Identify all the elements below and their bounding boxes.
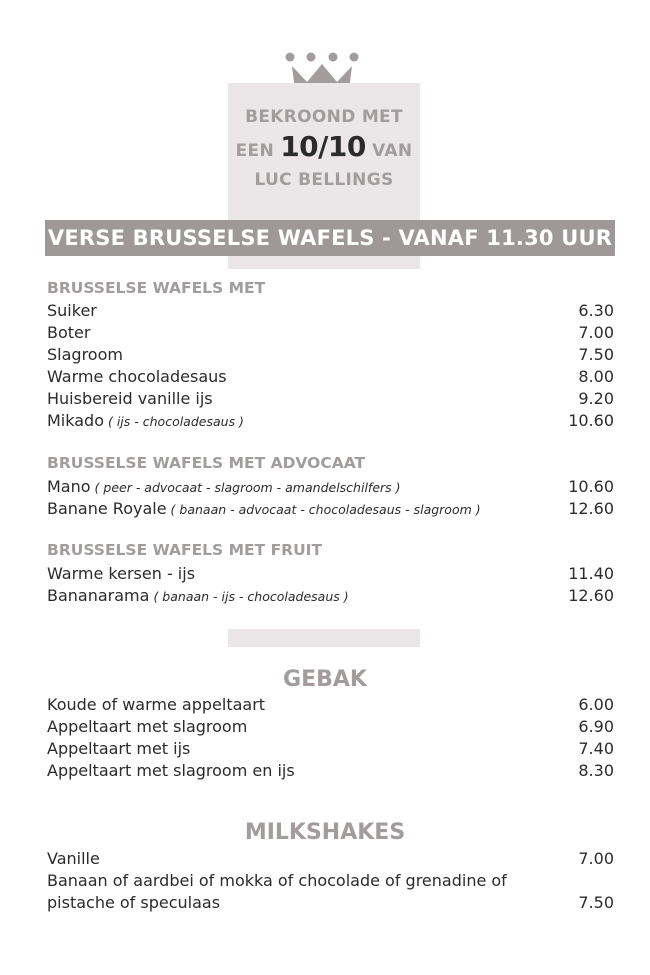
section-banner: VERSE BRUSSELSE WAFELS - VANAF 11.30 UUR (45, 220, 615, 256)
item-price: 6.30 (578, 301, 614, 320)
menu-item (47, 366, 614, 388)
item-note: ( ijs - chocoladesaus ) (107, 414, 244, 429)
item-name: Bananarama (47, 586, 150, 605)
item-name: Mikado (47, 411, 104, 430)
section-divider (228, 629, 420, 647)
award-line-3: LUC BELLINGS (254, 170, 394, 190)
award-prefix: EEN (235, 141, 274, 161)
item-price: 10.60 (568, 477, 614, 496)
item-price: 12.60 (568, 499, 614, 518)
menu-item (47, 738, 614, 760)
item-price: 7.00 (578, 323, 614, 342)
item-note: ( peer - advocaat - slagroom - amandelschilfers ) (94, 480, 401, 495)
menu-item (47, 694, 614, 716)
menu-item (47, 563, 614, 585)
item-name: Appeltaart met slagroom (47, 717, 248, 736)
item-price: 10.60 (568, 411, 614, 430)
menu-item (47, 388, 614, 410)
item-price: 7.50 (578, 345, 614, 364)
item-price: 7.40 (578, 739, 614, 758)
award-score: 10/10 (280, 130, 366, 163)
menu-item (47, 585, 614, 607)
section-title-wafels: BRUSSELSE WAFELS MET (47, 279, 266, 297)
item-price: 12.60 (568, 586, 614, 605)
award-line-2 (228, 130, 420, 163)
menu-item (47, 848, 614, 870)
menu-item (47, 300, 614, 322)
menu-item (47, 498, 614, 520)
section-title-milkshakes: MILKSHAKES (244, 820, 406, 845)
item-name: Boter (47, 323, 91, 342)
item-name: Suiker (47, 301, 97, 320)
menu-item (47, 322, 614, 344)
section-title-advocaat: BRUSSELSE WAFELS MET ADVOCAAT (47, 454, 366, 472)
item-name: Huisbereid vanille ijs (47, 389, 213, 408)
section-title-gebak: GEBAK (283, 667, 367, 692)
menu-item (47, 344, 614, 366)
menu-item (47, 410, 614, 432)
menu-item (47, 476, 614, 498)
item-note: ( banaan - ijs - chocoladesaus ) (153, 589, 349, 604)
menu-item (47, 892, 614, 914)
menu-item (47, 870, 614, 892)
item-name: Warme kersen - ijs (47, 564, 196, 583)
item-price: 11.40 (568, 564, 614, 583)
item-name: Appeltaart met ijs (47, 739, 191, 758)
item-price: 9.20 (578, 389, 614, 408)
item-name: Vanille (47, 849, 100, 868)
menu-item (47, 760, 614, 782)
item-note: ( banaan - advocaat - chocoladesaus - slagroom ) (170, 502, 481, 517)
menu-item (47, 716, 614, 738)
item-price: 6.90 (578, 717, 614, 736)
item-name: Banaan of aardbei of mokka of chocolade of grenadine of (47, 871, 507, 890)
award-line-1: BEKROOND MET (245, 107, 403, 127)
award-suffix: VAN (372, 141, 413, 161)
item-name: Banane Royale (47, 499, 167, 518)
item-name: Mano (47, 477, 91, 496)
item-price: 6.00 (578, 695, 614, 714)
item-price: 7.00 (578, 849, 614, 868)
item-price: 8.00 (578, 367, 614, 386)
section-title-fruit: BRUSSELSE WAFELS MET FRUIT (47, 541, 323, 559)
item-name: Slagroom (47, 345, 123, 364)
item-name: Koude of warme appeltaart (47, 695, 266, 714)
item-name: pistache of speculaas (47, 893, 221, 912)
item-price: 8.30 (578, 761, 614, 780)
item-name: Warme chocoladesaus (47, 367, 227, 386)
item-name: Appeltaart met slagroom en ijs (47, 761, 295, 780)
item-price: 7.50 (578, 893, 614, 912)
